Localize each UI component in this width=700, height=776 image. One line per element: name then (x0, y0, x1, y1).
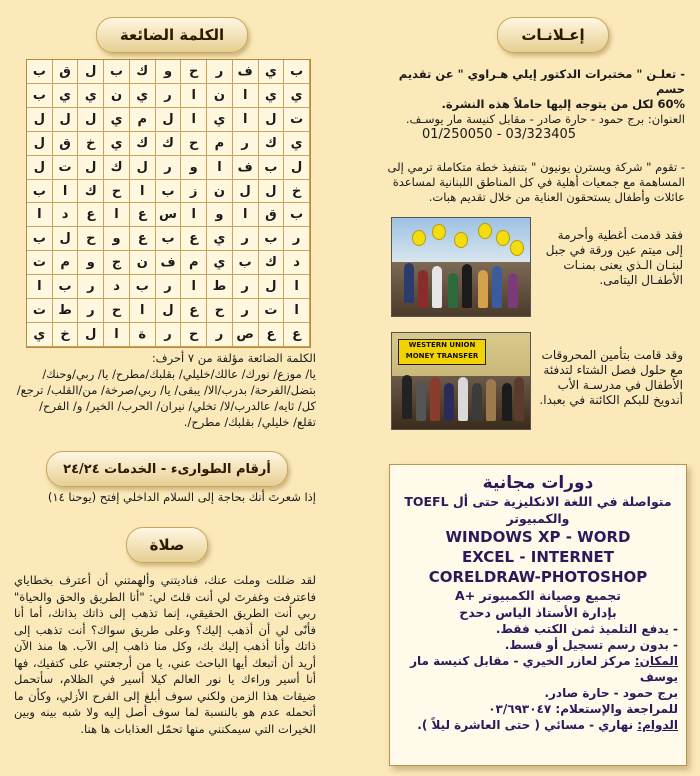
grid-cell: ص (233, 323, 259, 347)
grid-cell: ر (156, 156, 182, 180)
grid-cell: خ (78, 132, 104, 156)
courses-hours-label: الدوام: (637, 718, 678, 732)
grid-cell: ب (27, 227, 53, 251)
grid-cell: ل (233, 180, 259, 204)
grid-cell: ز (181, 180, 207, 204)
grid-cell: ب (27, 60, 53, 84)
grid-cell: ل (53, 108, 79, 132)
grid-cell: ل (27, 156, 53, 180)
grid-cell: ر (233, 227, 259, 251)
grid-cell: ت (27, 299, 53, 323)
grid-cell: و (78, 251, 104, 275)
courses-line7: بإدارة الأستاذ الياس دحدح (459, 605, 617, 620)
ad-lab (382, 67, 685, 142)
grid-cell: ي (284, 84, 310, 108)
grid-cell: م (207, 132, 233, 156)
grid-cell: و (207, 203, 233, 227)
lost-word-instructions (16, 350, 316, 430)
grid-cell: ق (53, 60, 79, 84)
ad-lab-line2: 60% لكل من يتوجه إليها حاملاً هذه النشرة. (441, 97, 685, 111)
grid-cell: ر (78, 275, 104, 299)
grid-cell: ع (130, 227, 156, 251)
grid-cell: ح (181, 323, 207, 347)
grid-cell: ن (207, 180, 233, 204)
grid-cell: ب (156, 227, 182, 251)
grid-cell: ة (130, 323, 156, 347)
prayer-text: لقد ضللت وملت عنك، فناديتني وألهمتني أن أعترف بخطاياي فاعترفت وغفرتَ لي أنت قلتَ لي: "أنا الطريق والحق والحياة" ربي أنت الطريق الحقيقي، إنما تذهب إلى ذاتك بذاتك، أما أنا فأنّى لي أن أذهب إليك؟ وعلى طريق سواك؟ أنت تذهب إلى ذاتك وأنا أذهب إليك بك، وكل منا ذاهب إلى الآب. ها منذ الآن أريد أن أتبعك أيها الباحث عني، يا من أرجعتني على كتفيك، فها أنا أسير وراءك يا نور العالم كيلا أسير في الظلام، سأتحمل ضيقات هذا الزمن ولكني سوف أبلغ إلى الفرح الأزلي، وكأن ما أتحمله عدم هو بالنسبة لما سوف أصل إليه ولا شبه بينه وبين الخيرات التي سيمكنني منها تحمّل العذابات ها هنا. (14, 573, 316, 736)
courses-line9: - بدون رسم تسجيل أو قسط. (504, 638, 678, 652)
grid-cell: ط (53, 299, 79, 323)
school-caption: وقد قامت بتأمين المحروقات مع حلول فصل الشتاء لتدفئة الأطفال في مدرسـة الأب أندويخ للبكم الكائنة في بعبدا. (539, 348, 683, 407)
grid-cell: د (53, 203, 79, 227)
grid-cell: ك (130, 60, 156, 84)
grid-cell: ب (284, 203, 310, 227)
grid-cell: ت (284, 108, 310, 132)
courses-line1: متواصلة في اللغة الانكليزية حتى أل TOEFL (404, 494, 672, 509)
grid-cell: ط (207, 275, 233, 299)
grid-cell: ن (130, 251, 156, 275)
prayer-title: صلاة (126, 527, 208, 563)
grid-cell: ب (27, 84, 53, 108)
grid-cell: ن (104, 84, 130, 108)
grid-cell: ر (233, 132, 259, 156)
grid-cell: ا (181, 108, 207, 132)
grid-cell: ل (284, 156, 310, 180)
grid-cell: ك (104, 156, 130, 180)
grid-cell: ك (259, 132, 285, 156)
grid-cell: ح (104, 299, 130, 323)
grid-cell: ب (156, 180, 182, 204)
grid-cell: ت (259, 299, 285, 323)
grid-cell: ك (259, 251, 285, 275)
grid-cell: د (104, 275, 130, 299)
grid-cell: ف (156, 251, 182, 275)
grid-cell: ر (207, 323, 233, 347)
grid-cell: ا (181, 84, 207, 108)
grid-cell: ا (181, 203, 207, 227)
grid-cell: ف (233, 60, 259, 84)
grid-cell: ف (233, 156, 259, 180)
grid-cell: ا (130, 180, 156, 204)
grid-cell: ي (207, 108, 233, 132)
grid-cell: ع (284, 323, 310, 347)
grid-cell: ي (259, 84, 285, 108)
grid-cell: ب (259, 156, 285, 180)
grid-cell: ل (156, 299, 182, 323)
grid-cell: ل (78, 108, 104, 132)
grid-cell: ح (181, 132, 207, 156)
grid-cell: ا (181, 275, 207, 299)
grid-cell: ي (104, 132, 130, 156)
grid-cell: ي (207, 251, 233, 275)
grid-cell: ا (233, 108, 259, 132)
grid-cell: ب (259, 227, 285, 251)
grid-cell: ر (284, 227, 310, 251)
grid-cell: ل (78, 323, 104, 347)
grid-cell: ا (104, 203, 130, 227)
services-text: إذا شعرتَ أنك بحاجة إلى السلام الداخلي إفتح (يوحنا ١٤) (47, 490, 316, 504)
grid-cell: ل (27, 108, 53, 132)
grid-cell: ا (53, 180, 79, 204)
grid-cell: ب (233, 251, 259, 275)
lost-word-list: يا/ موزع/ نورك/ عالك/خليلي/ بقلبك/مطرح/ يا/ ربي/وحنك/ بتضل/الفرحة/ بدرب/الا/ يبقى/ يا/ ربي/صرخة/ من/القلب/ ترجع/ كل/ ثايه/ عالدرب/لا/ تخلي/ نيران/ الحرب/ الخير/ و/ الفرح/ تقلع/ خليلي/ بقلبك/ مطرح/. (16, 367, 316, 429)
grid-cell: ر (156, 84, 182, 108)
courses-hours (390, 717, 686, 733)
ad-lab-phones: 03/323405 - 01/250050 (422, 127, 577, 142)
grid-cell: ي (27, 323, 53, 347)
courses-line3: WINDOWS XP - WORD (445, 528, 631, 546)
courses-place-value: مركز لعازر الخيري - مقابل كنيسة مار يوسف (410, 654, 678, 684)
grid-cell: ي (53, 84, 79, 108)
grid-cell: د (284, 251, 310, 275)
grid-cell: ب (130, 275, 156, 299)
courses-line6: تجميع وصيانة الكمبيوتر +A (455, 588, 621, 603)
grid-cell: ي (259, 60, 285, 84)
grid-cell: ا (233, 84, 259, 108)
orphanage-caption: فقد قدمت أغطية وأحرمة إلى ميتم عين ورقة في جبل لبنـان الـذي يعنى بمنـات الأطفـال اليتامى. (545, 228, 683, 287)
grid-cell: ا (207, 156, 233, 180)
word-search-grid (26, 59, 311, 348)
courses-place (390, 653, 686, 685)
grid-cell: ل (53, 227, 79, 251)
grid-cell: ر (207, 60, 233, 84)
western-union-banner: WESTERN UNION MONEY TRANSFER (398, 339, 486, 365)
grid-cell: م (181, 251, 207, 275)
grid-cell: ح (78, 227, 104, 251)
grid-cell: ت (53, 156, 79, 180)
courses-hours-value: نهاري - مسائي ( حتى العاشرة ليلاً ). (417, 718, 638, 732)
grid-cell: ع (181, 299, 207, 323)
grid-cell: ك (130, 132, 156, 156)
grid-cell: ر (156, 323, 182, 347)
grid-cell: ي (207, 227, 233, 251)
grid-cell: ع (130, 203, 156, 227)
courses-line2: والكمبيوتر (506, 511, 570, 526)
grid-cell: ب (27, 180, 53, 204)
lost-word-title: الكلمة الضائعة (96, 17, 248, 53)
grid-cell: ا (104, 323, 130, 347)
grid-cell: س (156, 203, 182, 227)
grid-cell: و (156, 60, 182, 84)
grid-cell: ا (233, 203, 259, 227)
courses-place-label: المكان: (634, 654, 678, 668)
grid-cell: ا (27, 203, 53, 227)
grid-cell: ع (181, 227, 207, 251)
grid-cell: ت (27, 251, 53, 275)
grid-cell: ح (207, 299, 233, 323)
grid-cell: خ (284, 180, 310, 204)
grid-cell: ع (78, 203, 104, 227)
lost-word-intro: الكلمة الضائعة مؤلفة من ٧ أحرف: (151, 351, 316, 365)
grid-cell: ل (78, 156, 104, 180)
grid-cell: ك (156, 132, 182, 156)
grid-cell: ا (284, 275, 310, 299)
grid-cell: ح (104, 180, 130, 204)
courses-line12: للمراجعة والإستعلام: ٠٣/٦٩٣٠٤٧ (488, 702, 678, 716)
grid-cell: م (53, 251, 79, 275)
grid-cell: ب (53, 275, 79, 299)
grid-cell: ر (78, 299, 104, 323)
grid-cell: ا (27, 275, 53, 299)
ad-lab-address: العنوان: برج حمود - حارة صادر - مقابل كنيسة مار يوسـف. (405, 112, 685, 126)
grid-cell: ق (259, 203, 285, 227)
grid-cell: ر (233, 299, 259, 323)
grid-cell: ل (130, 156, 156, 180)
left-column (0, 0, 335, 776)
free-courses-box (389, 464, 687, 766)
grid-cell: ب (104, 60, 130, 84)
grid-cell: ب (284, 60, 310, 84)
grid-cell: ق (53, 132, 79, 156)
grid-cell: ر (233, 275, 259, 299)
grid-cell: ي (104, 108, 130, 132)
grid-cell: ل (27, 132, 53, 156)
grid-cell: ا (130, 299, 156, 323)
grid-cell: ل (259, 180, 285, 204)
grid-cell: ع (259, 323, 285, 347)
courses-title: دورات مجانية (482, 473, 594, 493)
grid-cell: ك (78, 180, 104, 204)
grid-cell: ج (104, 251, 130, 275)
grid-cell: ل (156, 108, 182, 132)
orphanage-photo (391, 217, 531, 317)
grid-cell: ي (284, 132, 310, 156)
grid-cell: ر (156, 275, 182, 299)
grid-cell: م (130, 108, 156, 132)
grid-cell: خ (53, 323, 79, 347)
grid-cell: و (104, 227, 130, 251)
grid-cell: ا (284, 299, 310, 323)
grid-cell: ي (130, 84, 156, 108)
grid-cell: و (181, 156, 207, 180)
grid-cell: ل (78, 60, 104, 84)
ads-title: إعـلانـات (497, 17, 609, 53)
grid-cell: ي (78, 84, 104, 108)
courses-line8: - يدفع التلميذ ثمن الكتب فقط. (495, 622, 678, 636)
courses-line11: برج حمود - حارة صادر. (544, 686, 678, 700)
services-title: أرقام الطوارىء - الخدمات ٢٤/٢٤ (46, 451, 288, 487)
courses-line4: EXCEL - INTERNET (462, 548, 614, 566)
ad-lab-line1: - تعلـن " مختبرات الدكتور إيلي هـراوي " عن تقديم حسم (398, 67, 685, 96)
ad-western-union: - تقوم " شركة ويسترن يونيون " بتنفيذ خطة متكاملة ترمي إلى المساهمة مع جمعيات أهلية في كل المناطق اللبنانية لمساعدة عائلات وأطفال يستحقون العناية من خلال تقديم هبات. (387, 160, 685, 204)
grid-cell: ل (259, 108, 285, 132)
courses-line5: CORELDRAW-PHOTOSHOP (428, 568, 648, 586)
grid-cell: ح (181, 60, 207, 84)
grid-cell: ن (207, 84, 233, 108)
grid-cell: ل (259, 275, 285, 299)
school-photo (391, 332, 531, 430)
